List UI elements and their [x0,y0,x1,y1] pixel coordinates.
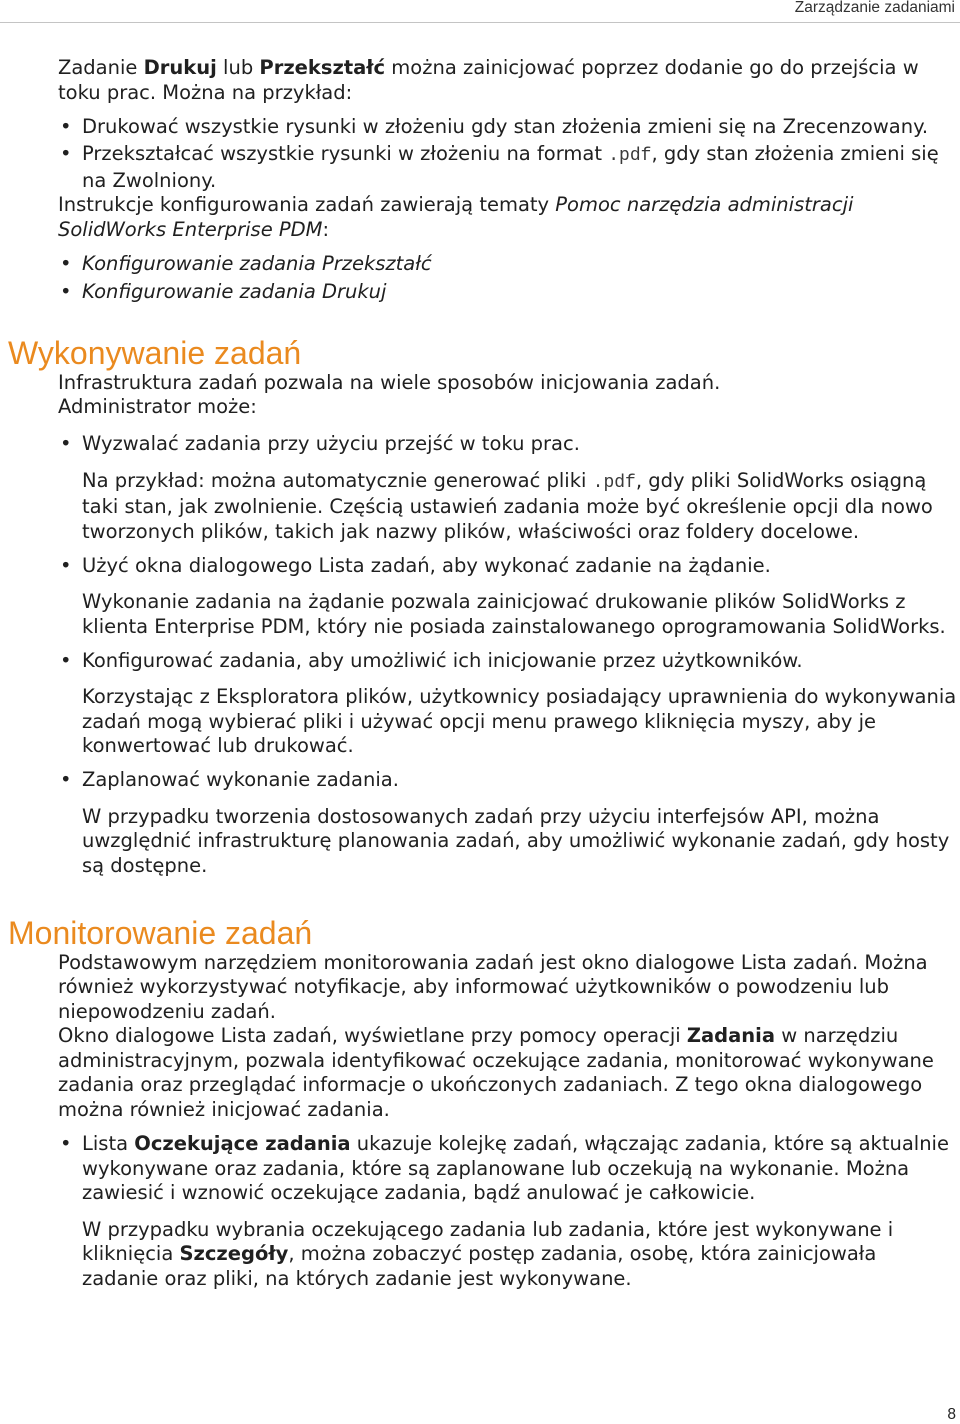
detail-text-start: W przypadku wybrania oczekującego zadania lub zadania, które jest wykonywane i kliknięcia [82,1217,894,1265]
section-heading-monitoring: Monitorowanie zadań [8,914,313,951]
monitoring-text-start: Okno dialogowe Lista zadań, wyświetlane przy pomocy operacji [58,1024,687,1047]
lead-text-end: ukazuje kolejkę zadań, włączając zadania, które są aktualnie wykonywane oraz zadania, które są zaplanowane lub oczekują na wykonanie. Można zawiesić i wznowić oczekujące zadania, bądź anulować je całkowicie. [82,1132,949,1204]
capability-detail [82,469,958,545]
monitoring-text-end: w narzędziu administracyjnym, pozwala identyfikować oczekujące zadania, monitorować wykonywane zadania oraz przeglądać informacje o ukończonych zadaniach. Z tego okna dialogowego można również inicjować zadania. [58,1024,934,1121]
list-item [82,115,958,140]
help-topics-list [58,252,958,305]
detail-text-end: , można zobaczyć postęp zadania, osobę, która zainicjowała zadanie oraz pliki, na których zadanie jest wykonywane. [82,1242,877,1290]
header-rule [0,22,960,23]
list-item [82,432,958,544]
detail-text-start: Na przykład: można automatycznie generować pliki [82,468,593,492]
list-item [82,554,958,640]
list-item [82,1132,958,1291]
lead-text-start: Lista [82,1132,135,1155]
pending-tasks-lead [82,1132,958,1206]
monitoring-paragraph-2 [58,1024,958,1122]
list-item [82,768,958,878]
intro-text-start: Zadanie [58,56,144,79]
monitoring-paragraph-1: Podstawowym narzędziem monitorowania zadań jest okno dialogowe Lista zadań. Można również wykorzystywać notyfikacje, aby informować użytkowników o powodzeniu lub niepowodzeniu zadań. [58,950,928,1023]
examples-list [58,115,958,193]
instructions-paragraph [58,193,958,242]
task-list-features [58,1132,958,1291]
capability-lead: • Konfigurować zadania, aby umożliwić ich inicjowanie przez użytkowników. [82,648,803,672]
running-header-title: Zarządzanie zadaniami [794,0,955,16]
task-convert-term: Przekształć [259,56,386,79]
help-topic-print: Konfigurowanie zadania Drukuj [82,280,387,303]
details-button-term: Szczegóły [179,1242,289,1265]
tasks-operation-term: Zadania [686,1024,775,1047]
example-print-text: Drukować wszystkie rysunki w złożeniu gdy stan złożenia zmieni się na Zrecenzowany. [82,115,929,138]
pdf-extension-code: .pdf [592,472,636,493]
help-topic-convert: Konfigurowanie zadania Przekształć [82,252,432,275]
list-item [82,252,958,277]
capability-detail: W przypadku tworzenia dostosowanych zadań przy użyciu interfejsów API, można uwzględnić infrastrukturę planowania zadań, aby umożliwić wykonanie zadań, gdy hosty są dostępne. [82,804,950,877]
help-reference-title: Pomoc narzędzia administracji SolidWorks Enterprise PDM [58,193,854,241]
section-heading-executing: Wykonywanie zadań [8,334,302,371]
instructions-text-start: Instrukcje konfigurowania zadań zawierają tematy [58,193,556,216]
example-convert-text-end: , gdy stan złożenia zmieni się na Zwolniony. [82,142,939,192]
page-content [8,56,958,1291]
detail-text-end: , gdy pliki SolidWorks osiągną taki stan, jak zwolnienie. Częścią ustawień zadania może być określenie opcji dla nowo tworzonych plików, takich jak nazwy plików, właściwości oraz foldery docelowe. [82,468,933,543]
executing-paragraph-1: Infrastruktura zadań pozwala na wiele sposobów inicjowania zadań. [58,370,721,394]
example-convert-text-start: Przekształcać wszystkie rysunki w złożeniu na format [82,142,609,165]
capability-lead: • Wyzwalać zadania przy użyciu przejść w toku prac. [82,432,580,455]
pending-tasks-term: Oczekujące zadania [134,1132,351,1155]
instructions-text-end: : [322,217,330,241]
pending-tasks-detail [82,1218,958,1292]
list-item [82,649,958,759]
list-item [82,280,958,305]
capability-detail: Korzystając z Eksploratora plików, użytkownicy posiadający uprawnienia do wykonywania zadań mogą wybierać pliki i używać opcji menu prawego kliknięcia myszy, aby je konwertować lub drukować. [82,685,957,757]
intro-paragraph [58,56,958,105]
executing-paragraph-2: Administrator może: [58,395,257,418]
intro-text-connector: lub [216,56,260,79]
capability-lead: • Zaplanować wykonanie zadania. [82,768,399,791]
task-print-term: Drukuj [143,56,217,79]
capability-detail: Wykonanie zadania na żądanie pozwala zainicjować drukowanie plików SolidWorks z klienta Enterprise PDM, który nie posiada zainstalowanego oprogramowania SolidWorks. [82,590,946,638]
intro-text-end: można zainicjować poprzez dodanie go do przejścia w toku prac. Można na przykład: [58,56,919,104]
pdf-extension-code: .pdf [608,146,652,166]
capability-lead: • Użyć okna dialogowego Lista zadań, aby wykonać zadanie na żądanie. [82,553,771,577]
administrator-capabilities-list [58,432,958,878]
page-number: 8 [947,1406,956,1423]
list-item [82,142,958,193]
